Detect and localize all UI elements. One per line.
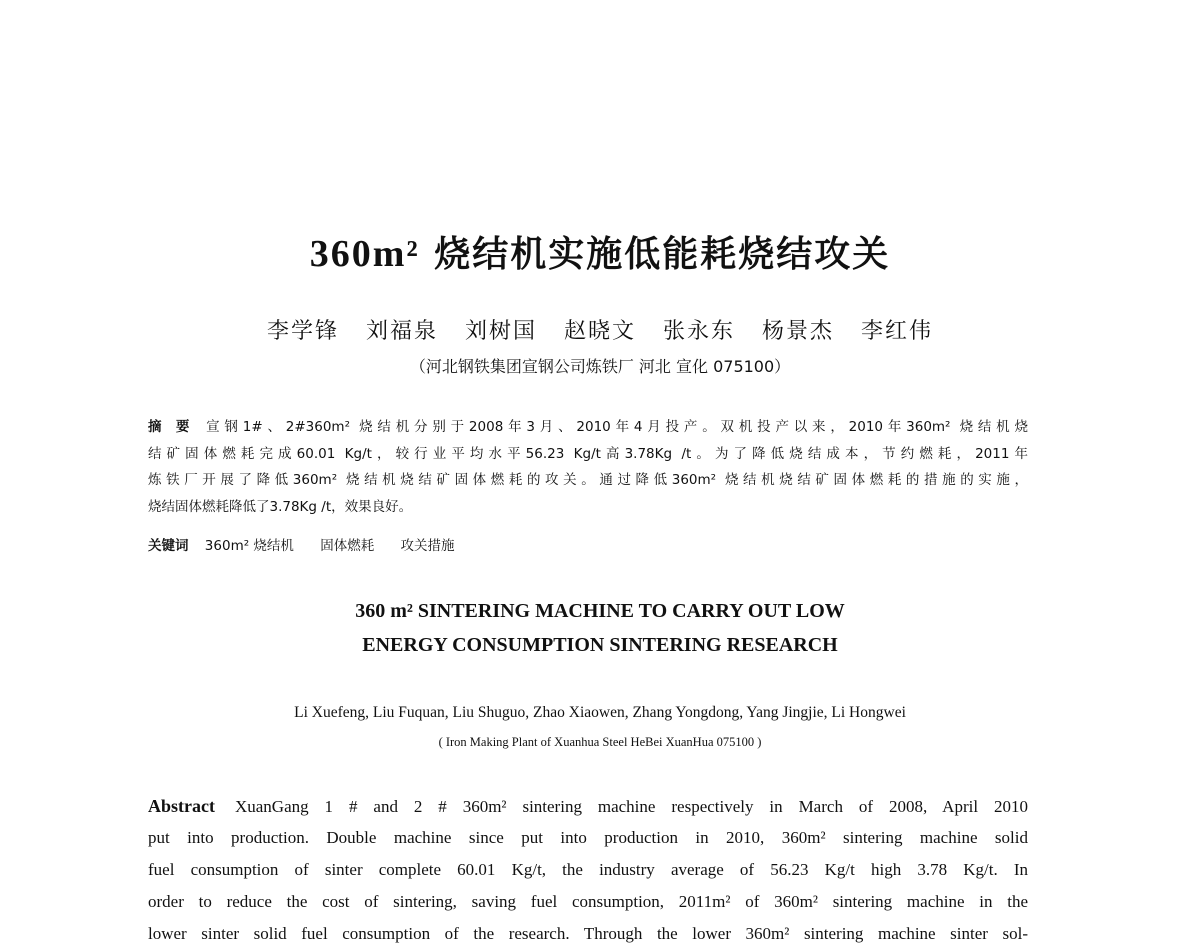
keyword: 攻关措施 (400, 538, 455, 554)
abstract-label: Abstract (148, 796, 215, 816)
english-title-line: ENERGY CONSUMPTION SINTERING RESEARCH (362, 634, 838, 656)
abstract-label: 摘 要 (148, 419, 195, 435)
authors: 李学锋 刘福泉 刘树国 赵晓文 张永东 杨景杰 李红伟 (267, 319, 933, 344)
title-prefix: 360m² (309, 233, 420, 275)
page-title (0, 226, 1200, 277)
abstract-line: fuel consumption of sinter complete 60.01 Kg/t, the industry average of 56.23 Kg/t high 3.78 Kg/t. In (148, 860, 1028, 879)
abstract-line: lower sinter solid fuel consumption of the research. Through the lower 360m² sintering machine sinter sol- (148, 924, 1028, 943)
abstract-text: XuanGang 1 # and 2 # 360m² sintering machine respectively in March of 2008, April 2010 (234, 797, 1028, 816)
abstract-line (148, 790, 1028, 822)
english-affiliation: ( Iron Making Plant of Xuanhua Steel HeBei XuanHua 075100 ) (438, 735, 762, 749)
keyword: 360m² 烧结机 (204, 538, 294, 554)
chinese-keywords (148, 534, 1028, 554)
english-title-line: 360 m² SINTERING MACHINE TO CARRY OUT LOW (355, 600, 845, 622)
keywords-label: 关键词 (148, 538, 189, 554)
abstract-line: order to reduce the cost of sintering, saving fuel consumption, 2011m² of 360m² sintering machine in the (148, 892, 1028, 911)
abstract-line: 炼铁厂开展了降低360m² 烧结机烧结矿固体燃耗的攻关。通过降低360m² 烧结机烧结矿固体燃耗的措施的实施， (148, 472, 1028, 488)
abstract-text: 宣钢1#、2#360m² 烧结机分别于2008年3月、2010年4月投产。双机投产以来，2010年360m² 烧结机烧 (206, 419, 1028, 435)
abstract-line: put into production. Double machine since put into production in 2010, 360m² sintering machine solid (148, 828, 1028, 847)
abstract-line (148, 414, 1028, 441)
affiliation: （河北钢铁集团宣钢公司炼铁厂 河北 宣化 075100） (409, 357, 791, 376)
abstract-line: 结矿固体燃耗完成60.01 Kg/t，较行业平均水平56.23 Kg/t高3.78Kg /t。为了降低烧结成本，节约燃耗，2011年 (148, 445, 1028, 462)
english-abstract (148, 790, 1028, 950)
abstract-line: 烧结固体燃耗降低了3.78Kg /t，效果良好。 (148, 498, 413, 515)
title-text: 烧结机实施低能耗烧结攻关 (434, 234, 891, 275)
chinese-abstract (148, 414, 1028, 520)
english-authors: Li Xuefeng, Liu Fuquan, Liu Shuguo, Zhao Xiaowen, Zhang Yongdong, Yang Jingjie, Li Hongwei (294, 704, 906, 721)
keyword: 固体燃耗 (320, 538, 375, 554)
